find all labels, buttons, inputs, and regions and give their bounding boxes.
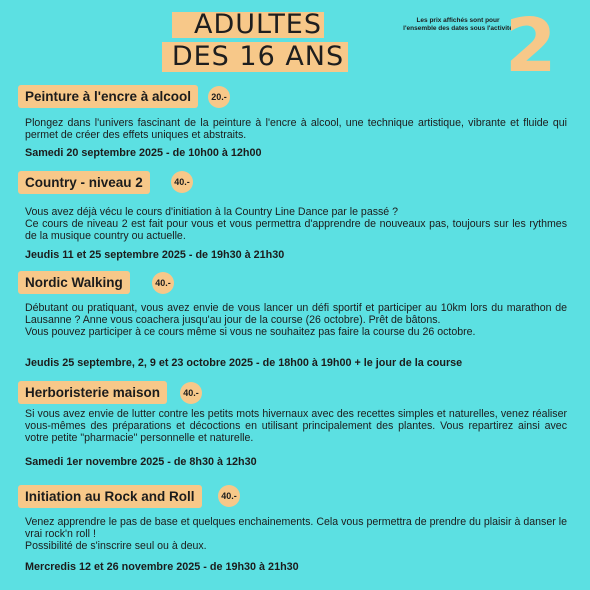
course-description [25, 516, 567, 552]
course-title: Initiation au Rock and Roll [18, 485, 202, 508]
price-badge: 40.- [180, 382, 202, 404]
course-title: Peinture à l'encre à alcool [18, 85, 198, 108]
description-paragraph: Ce cours de niveau 2 est fait pour vous et vous permettra d'apprendre de nouveaux pas, toujours sur les rythmes de la musique country ou actuelle. [25, 218, 567, 242]
description-paragraph: Possibilité de s'inscrire seul ou à deux. [25, 540, 207, 552]
course-title: Nordic Walking [18, 271, 130, 294]
course-date: Samedi 1er novembre 2025 - de 8h30 à 12h30 [25, 456, 257, 468]
description-paragraph: Débutant ou pratiquant, vous avez envie de vous lancer un défi sportif et participer au 10km lors du marathon de Lausanne ? Anne vous coachera jusqu'au jour de la course (26 octobre). Prêt de bâtons. [25, 302, 567, 326]
course-description [25, 408, 567, 444]
course-title: Country - niveau 2 [18, 171, 150, 194]
course-date: Jeudis 11 et 25 septembre 2025 - de 19h30 à 21h30 [25, 249, 285, 261]
description-paragraph: Plongez dans l'univers fascinant de la peinture à l'encre à alcool, une technique artistique, vibrante et fluide qui permet de créer des effets uniques et abstraits. [25, 117, 567, 141]
course-description [25, 302, 567, 338]
title-line-2: DES 16 ANS [171, 41, 345, 72]
price-note: Les prix affichés sont pour l'ensemble des dates sous l'activité [403, 17, 513, 32]
price-badge: 40.- [218, 485, 240, 507]
price-badge: 20.- [208, 86, 230, 108]
price-badge: 40.- [171, 171, 193, 193]
description-paragraph: Vous avez déjà vécu le cours d'initiation à la Country Line Dance par le passé ? [25, 206, 399, 218]
course-date: Mercredis 12 et 26 novembre 2025 - de 19h30 à 21h30 [25, 561, 299, 573]
course-date: Jeudis 25 septembre, 2, 9 et 23 octobre 2025 - de 18h00 à 19h00 + le jour de la course [25, 357, 463, 369]
title-line-1: ADULTES [193, 9, 323, 40]
description-paragraph: Vous pouvez participer à ce cours même si vous ne souhaitez pas faire la course du 26 octobre. [25, 326, 476, 338]
course-title: Herboristerie maison [18, 381, 167, 404]
page-number: 2 [505, 3, 557, 89]
description-paragraph: Venez apprendre le pas de base et quelques enchainements. Cela vous permettra de prendre du plaisir à danser le vrai rock'n roll ! [25, 516, 567, 540]
page-title [158, 6, 358, 76]
course-description [25, 117, 567, 141]
course-description [25, 206, 567, 242]
course-date: Samedi 20 septembre 2025 - de 10h00 à 12h00 [25, 147, 262, 159]
price-badge: 40.- [152, 272, 174, 294]
description-paragraph: Si vous avez envie de lutter contre les petits mots hivernaux avec des recettes simples et naturelles, venez réaliser vous-mêmes des préparations et décoctions en utilisant principalement des plantes. Vous repartirez ainsi avec votre petite "pharmacie" personnelle et naturelle. [25, 408, 567, 444]
